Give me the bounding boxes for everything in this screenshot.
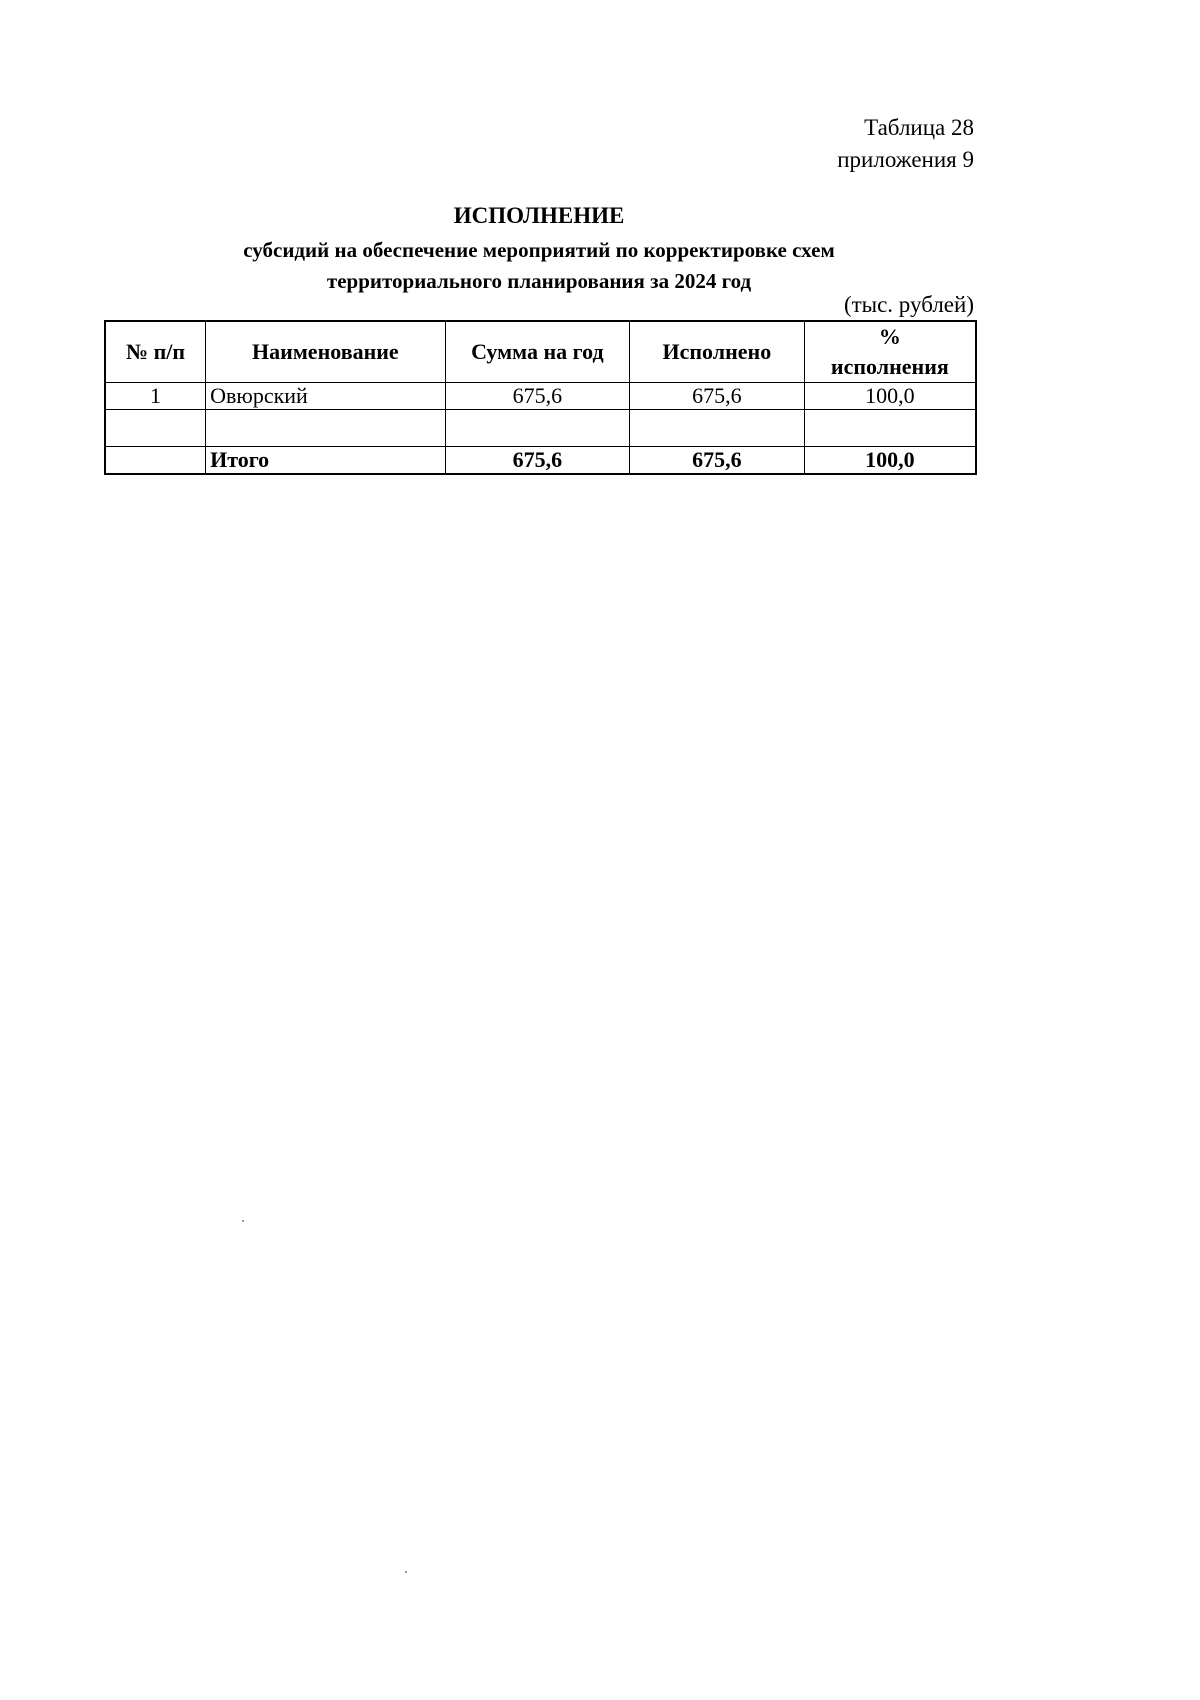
table-header-row (105, 321, 976, 383)
cell-pct: 100,0 (804, 383, 976, 410)
header-name: Наименование (206, 321, 446, 383)
reference-appendix: приложения 9 (837, 147, 974, 172)
subtitle-line-2: территориального планирования за 2024 год (326, 269, 752, 293)
table-spacer-row (105, 410, 976, 447)
total-num-empty (105, 447, 206, 475)
table-total-row (105, 447, 976, 475)
table-row (105, 383, 976, 410)
total-pct: 100,0 (804, 447, 976, 475)
total-done: 675,6 (630, 447, 805, 475)
document-subtitle (104, 235, 974, 297)
cell-done: 675,6 (630, 383, 805, 410)
reference-table-number: Таблица 28 (864, 115, 974, 140)
header-num: № п/п (105, 321, 206, 383)
units-label: (тыс. рублей) (843, 292, 974, 317)
execution-table (104, 320, 977, 475)
scan-speck (405, 1571, 407, 1573)
cell-num: 1 (105, 383, 206, 410)
header-pct-symbol: % (878, 324, 901, 349)
header-pct-label: исполнения (830, 354, 949, 379)
header-done: Исполнено (630, 321, 805, 383)
header-sum: Сумма на год (445, 321, 629, 383)
total-label: Итого (206, 447, 446, 475)
subtitle-line-1: субсидий на обеспечение мероприятий по корректировке схем (243, 238, 835, 262)
header-pct (804, 321, 976, 383)
cell-sum: 675,6 (445, 383, 629, 410)
document-title: ИСПОЛНЕНИЕ (453, 203, 625, 228)
cell-name: Овюрский (206, 383, 446, 410)
scan-speck (242, 1220, 244, 1222)
total-sum: 675,6 (445, 447, 629, 475)
table-reference (837, 112, 974, 176)
